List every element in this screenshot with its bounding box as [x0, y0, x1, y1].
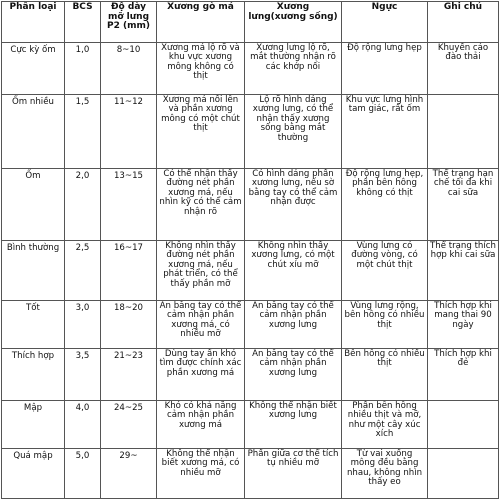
cell-xuong-lung: Phần giữa cơ thể tích tụ nhiều mỡ	[245, 449, 342, 499]
cell-xuong-go-ma: Khó có khả năng cảm nhận phần xương má	[157, 401, 245, 449]
cell-phan-loai: Thích hợp	[2, 349, 65, 401]
header-row	[2, 2, 499, 43]
cell-nguc: Độ rộng lưng hẹp	[342, 43, 428, 95]
cell-xuong-go-ma: Có thể nhận thấy đường nét phần xương má, nếu nhìn kỹ có thể cảm nhận rõ	[157, 169, 245, 241]
cell-do-day: 18~20	[101, 301, 157, 349]
cell-xuong-go-ma: Xương má lộ rõ và khu vực xương mông không có thịt	[157, 43, 245, 95]
cell-nguc: Từ vai xuống mông đều bằng nhau, không nhìn thấy eo	[342, 449, 428, 499]
table-row	[2, 449, 499, 499]
cell-xuong-lung: Không thể nhận biết xương lưng	[245, 401, 342, 449]
cell-ghi-chu	[428, 95, 499, 169]
cell-nguc: Vùng lưng có đường vòng, có một chút thịt	[342, 241, 428, 301]
cell-phan-loai: Quá mập	[2, 449, 65, 499]
table-row	[2, 169, 499, 241]
cell-do-day: 24~25	[101, 401, 157, 449]
cell-nguc: Bên hông có nhiều thịt	[342, 349, 428, 401]
cell-do-day: 29~	[101, 449, 157, 499]
cell-xuong-lung: Xương lưng lộ rõ, mắt thường nhận rõ các khớp nối	[245, 43, 342, 95]
cell-nguc: Độ rộng lưng hẹp, phần bên hông không có thịt	[342, 169, 428, 241]
table-header	[2, 2, 499, 43]
cell-phan-loai: Tốt	[2, 301, 65, 349]
header-xuong-lung: Xương lưng(xương sống)	[245, 2, 342, 43]
cell-ghi-chu	[428, 401, 499, 449]
cell-ghi-chu: Thích hợp khi đẻ	[428, 349, 499, 401]
table-row	[2, 301, 499, 349]
cell-xuong-go-ma: Xương má nối lên và phần xương mông có một chút thịt	[157, 95, 245, 169]
table-body	[2, 43, 499, 499]
header-nguc: Ngực	[342, 2, 428, 43]
cell-bcs: 3,0	[65, 301, 101, 349]
cell-do-day: 21~23	[101, 349, 157, 401]
cell-nguc: Khu vực lưng hình tam giác, rất ốm	[342, 95, 428, 169]
table-row	[2, 95, 499, 169]
header-xuong-go-ma: Xương gò má	[157, 2, 245, 43]
cell-bcs: 2,5	[65, 241, 101, 301]
cell-ghi-chu	[428, 449, 499, 499]
cell-phan-loai: Mập	[2, 401, 65, 449]
cell-xuong-lung: Ấn bằng tay có thể cảm nhận phần xương lưng	[245, 301, 342, 349]
page	[0, 1, 500, 502]
cell-phan-loai: Ốm nhiều	[2, 95, 65, 169]
cell-xuong-go-ma: Không thể nhận biết xương má, có nhiều mỡ	[157, 449, 245, 499]
cell-phan-loai: Ốm	[2, 169, 65, 241]
cell-do-day: 16~17	[101, 241, 157, 301]
table-row	[2, 401, 499, 449]
cell-bcs: 5,0	[65, 449, 101, 499]
header-bcs: BCS	[65, 2, 101, 43]
cell-xuong-lung: Có hình dáng phần xương lưng, nếu sờ bằng tay có thể cảm nhận được	[245, 169, 342, 241]
cell-xuong-go-ma: Ấn bằng tay có thể cảm nhận phần xương má, có nhiều mỡ	[157, 301, 245, 349]
cell-do-day: 11~12	[101, 95, 157, 169]
cell-xuong-go-ma: Không nhìn thấy đường nét phần xương má, nếu phát triển, có thể thấy phần mỡ	[157, 241, 245, 301]
cell-bcs: 4,0	[65, 401, 101, 449]
cell-nguc: Vùng lưng rộng, bên hông có nhiều thịt	[342, 301, 428, 349]
cell-bcs: 1,5	[65, 95, 101, 169]
cell-xuong-lung: Lộ rõ hình dáng xương lưng, có thể nhận thấy xương sống bằng mắt thường	[245, 95, 342, 169]
cell-xuong-go-ma: Dùng tay ấn khó tìm được chính xác phần xương má	[157, 349, 245, 401]
table-row	[2, 241, 499, 301]
cell-ghi-chu: Thích hợp khi mang thai 90 ngày	[428, 301, 499, 349]
cell-xuong-lung: Không nhìn thấy xương lưng, có một chút xíu mỡ	[245, 241, 342, 301]
bcs-table	[1, 1, 499, 499]
cell-phan-loai: Cực kỳ ốm	[2, 43, 65, 95]
header-do-day-mo-lung: Độ dày mỡ lưng P2 (mm)	[101, 2, 157, 43]
cell-xuong-lung: Ấn bằng tay có thể cảm nhận phần xương lưng	[245, 349, 342, 401]
cell-phan-loai: Bình thường	[2, 241, 65, 301]
cell-do-day: 13~15	[101, 169, 157, 241]
header-ghi-chu: Ghi chú	[428, 2, 499, 43]
cell-ghi-chu: Thể trạng thích hợp khi cai sữa	[428, 241, 499, 301]
cell-bcs: 1,0	[65, 43, 101, 95]
cell-bcs: 2,0	[65, 169, 101, 241]
header-phan-loai: Phân loại	[2, 2, 65, 43]
cell-ghi-chu: Thể trạng hạn chế tối đa khi cai sữa	[428, 169, 499, 241]
table-row	[2, 349, 499, 401]
cell-bcs: 3,5	[65, 349, 101, 401]
cell-ghi-chu: Khuyến cáo đào thải	[428, 43, 499, 95]
table-row	[2, 43, 499, 95]
cell-nguc: Phần bên hông nhiều thịt và mỡ, như một cây xúc xích	[342, 401, 428, 449]
cell-do-day: 8~10	[101, 43, 157, 95]
